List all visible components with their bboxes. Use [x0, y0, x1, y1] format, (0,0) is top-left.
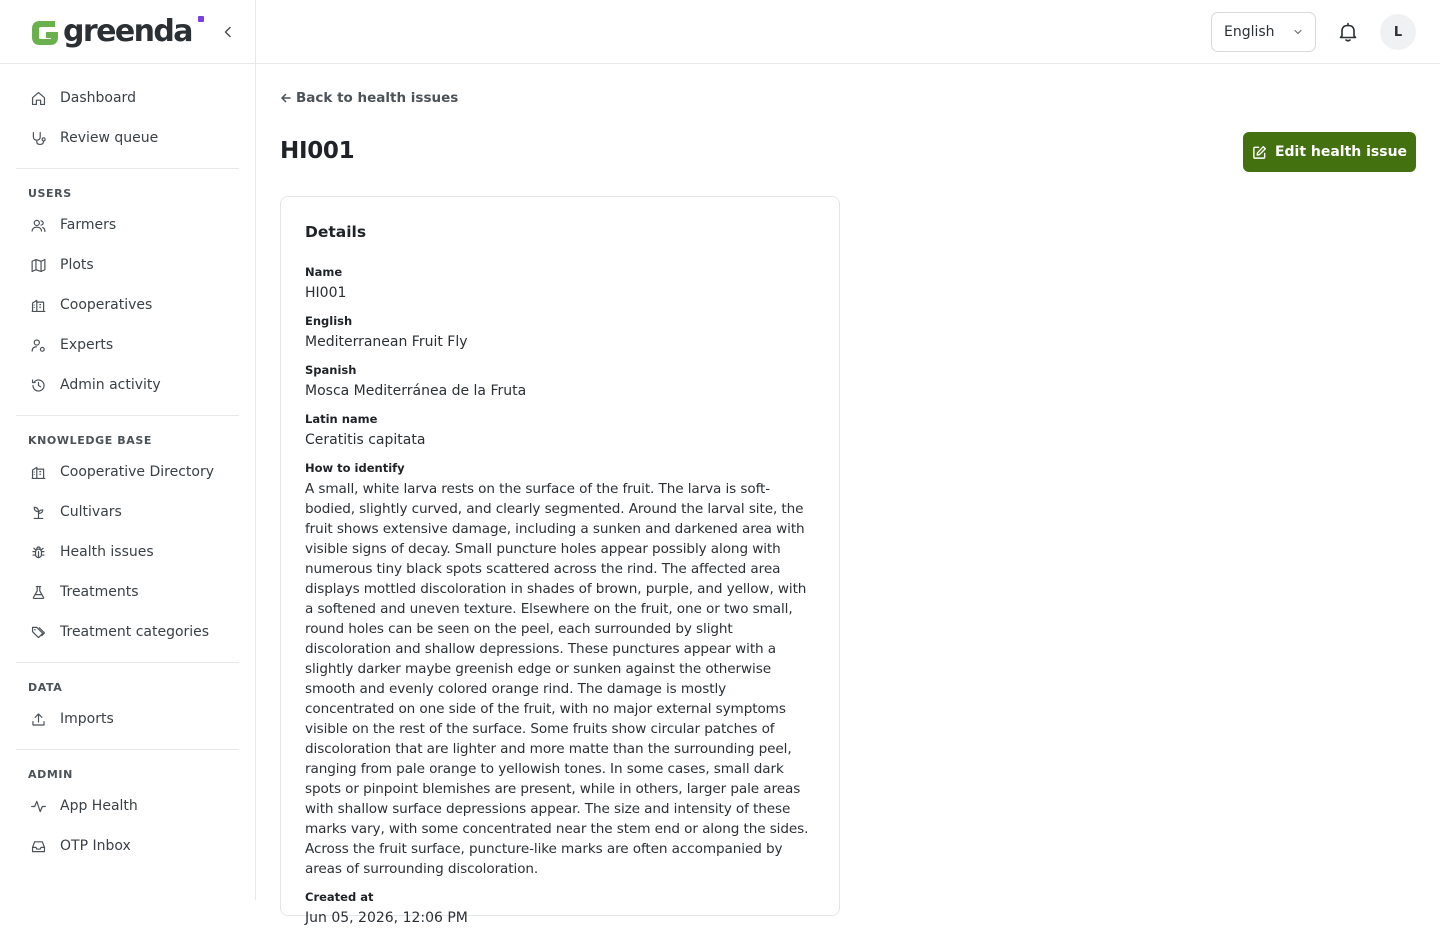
sidebar-item-label: Treatment categories	[60, 624, 210, 640]
field-label: Latin name	[305, 412, 378, 426]
arrow-left-icon	[280, 92, 292, 104]
sidebar-item-cooperatives[interactable]	[16, 285, 239, 325]
nav-divider	[16, 168, 239, 169]
nav-group-main	[16, 78, 239, 166]
nav-group-users	[16, 181, 239, 413]
edit-button-label: Edit health issue	[1274, 144, 1408, 160]
sidebar-item-label: App Health	[60, 798, 138, 814]
field-label: Created at	[305, 890, 374, 904]
logo[interactable]	[28, 15, 192, 49]
sprout-icon	[28, 502, 48, 522]
sidebar-item-label: Dashboard	[60, 90, 136, 106]
sidebar-item-label: Admin activity	[60, 377, 161, 393]
sidebar-item-label: Health issues	[60, 544, 154, 560]
brand-name: greenda	[63, 13, 192, 49]
page-title: HI001	[280, 138, 355, 164]
sidebar-item-treatments[interactable]	[16, 572, 239, 612]
brand-accent-dot	[198, 16, 204, 22]
field-value: A small, white larva rests on the surface of the fruit. The larva is soft-bodied, slightly curved, and clearly segmented. Around the larval site, the fruit shows extensive damage, including a sunken and darkened area with visible signs of decay. Small puncture holes appear possibly along with numerous tiny black spots scattered across the rind. The affected area displays mottled discoloration in shades of brown, purple, and yellow, with a softened and uneven texture. Elsewhere on the fruit, one or two small, round holes can be seen on the peel, each surrounded by slight discoloration and shallow depressions. These punctures appear with a slightly darker maybe greenish edge or sunken against the otherwise smooth and evenly colored orange rind. The damage is mostly concentrated on one side of the fruit, with no major external symptoms visible on the rest of the surface. Some fruits show circular patches of discoloration that are lighter and more matte than the surrounding peel, ranging from pale orange to yellowish tones. In some cases, small dark spots or pinpoint blemishes are present, while in others, larger pale areas with shallow surface depressions appear. The size and intensity of these marks vary, with some concentrated near the stem end or along the sides. Across the fruit surface, puncture-like marks are often accompanied by areas of surrounding discoloration.	[305, 481, 809, 877]
sidebar-item-label: Imports	[60, 711, 114, 727]
collapse-sidebar-button[interactable]	[218, 22, 238, 42]
sidebar-item-label: Treatments	[60, 584, 139, 600]
sidebar-item-label: Cooperative Directory	[60, 464, 214, 480]
sidebar-item-health-issues[interactable]	[16, 532, 239, 572]
nav-divider	[16, 662, 239, 663]
sidebar-item-admin-activity[interactable]	[16, 365, 239, 405]
sidebar-item-label: Cultivars	[60, 504, 122, 520]
sidebar-item-plots[interactable]	[16, 245, 239, 285]
nav-divider	[16, 749, 239, 750]
sidebar-item-review-queue[interactable]	[16, 118, 239, 158]
field-label: Name	[305, 265, 343, 279]
field-label: How to identify	[305, 461, 405, 475]
sidebar-item-label: Experts	[60, 337, 114, 353]
nav-group-data	[16, 675, 239, 747]
nav-heading-admin: ADMIN	[28, 768, 73, 781]
user-avatar[interactable]: L	[1380, 14, 1416, 50]
upload-icon	[28, 709, 48, 729]
sidebar	[0, 0, 256, 900]
field-label: English	[305, 314, 353, 328]
field-latin-name	[305, 412, 815, 450]
sidebar-item-farmers[interactable]	[16, 205, 239, 245]
nav-divider	[16, 415, 239, 416]
inbox-icon	[28, 836, 48, 856]
user-cog-icon	[28, 335, 48, 355]
stethoscope-icon	[28, 128, 48, 148]
sidebar-item-imports[interactable]	[16, 699, 239, 739]
notifications-bell-icon[interactable]	[1336, 20, 1360, 44]
nav-heading-knowledge-base: KNOWLEDGE BASE	[28, 434, 152, 447]
tags-icon	[28, 622, 48, 642]
activity-icon	[28, 796, 48, 816]
nav-heading-data: DATA	[28, 681, 63, 694]
building-icon	[28, 462, 48, 482]
field-label: Spanish	[305, 363, 357, 377]
history-icon	[28, 375, 48, 395]
field-name	[305, 265, 815, 303]
sidebar-item-label: Farmers	[60, 217, 117, 233]
field-value: HI001	[305, 285, 347, 301]
field-value: Jun 05, 2026, 12:06 PM	[305, 910, 468, 926]
chevron-down-icon	[1293, 27, 1303, 37]
sidebar-item-treatment-categories[interactable]	[16, 612, 239, 652]
sidebar-item-experts[interactable]	[16, 325, 239, 365]
field-value: Mediterranean Fruit Fly	[305, 334, 468, 350]
users-icon	[28, 215, 48, 235]
sidebar-item-cooperative-directory[interactable]	[16, 452, 239, 492]
sidebar-item-app-health[interactable]	[16, 786, 239, 826]
bug-icon	[28, 542, 48, 562]
sidebar-item-label: Review queue	[60, 130, 159, 146]
sidebar-item-label: Cooperatives	[60, 297, 153, 313]
language-select-value: English	[1224, 24, 1275, 40]
field-how-to-identify	[305, 461, 815, 879]
edit-icon	[1252, 145, 1267, 160]
details-card	[280, 196, 840, 926]
sidebar-item-label: OTP Inbox	[60, 838, 131, 854]
field-value: Ceratitis capitata	[305, 432, 426, 448]
map-icon	[28, 255, 48, 275]
field-english	[305, 314, 815, 352]
field-spanish	[305, 363, 815, 401]
greenda-logo-icon	[28, 15, 62, 49]
edit-health-issue-button[interactable]	[1243, 132, 1416, 172]
language-select[interactable]	[1211, 12, 1316, 52]
sidebar-item-cultivars[interactable]	[16, 492, 239, 532]
sidebar-item-dashboard[interactable]	[16, 78, 239, 118]
sidebar-item-label: Plots	[60, 257, 94, 273]
field-created-at	[305, 890, 815, 928]
sidebar-nav	[0, 64, 255, 874]
back-link-label: Back to health issues	[296, 90, 459, 106]
home-icon	[28, 88, 48, 108]
brand-header	[0, 0, 255, 64]
flask-icon	[28, 582, 48, 602]
details-card-title: Details	[305, 223, 367, 241]
nav-heading-users: USERS	[28, 187, 72, 200]
nav-group-admin	[16, 762, 239, 874]
topbar	[256, 0, 1440, 64]
field-value: Mosca Mediterránea de la Fruta	[305, 383, 527, 399]
nav-group-knowledge-base	[16, 428, 239, 660]
chevron-left-icon	[221, 25, 235, 39]
back-to-health-issues-link[interactable]	[280, 90, 458, 106]
building-icon	[28, 295, 48, 315]
sidebar-item-otp-inbox[interactable]	[16, 826, 239, 866]
